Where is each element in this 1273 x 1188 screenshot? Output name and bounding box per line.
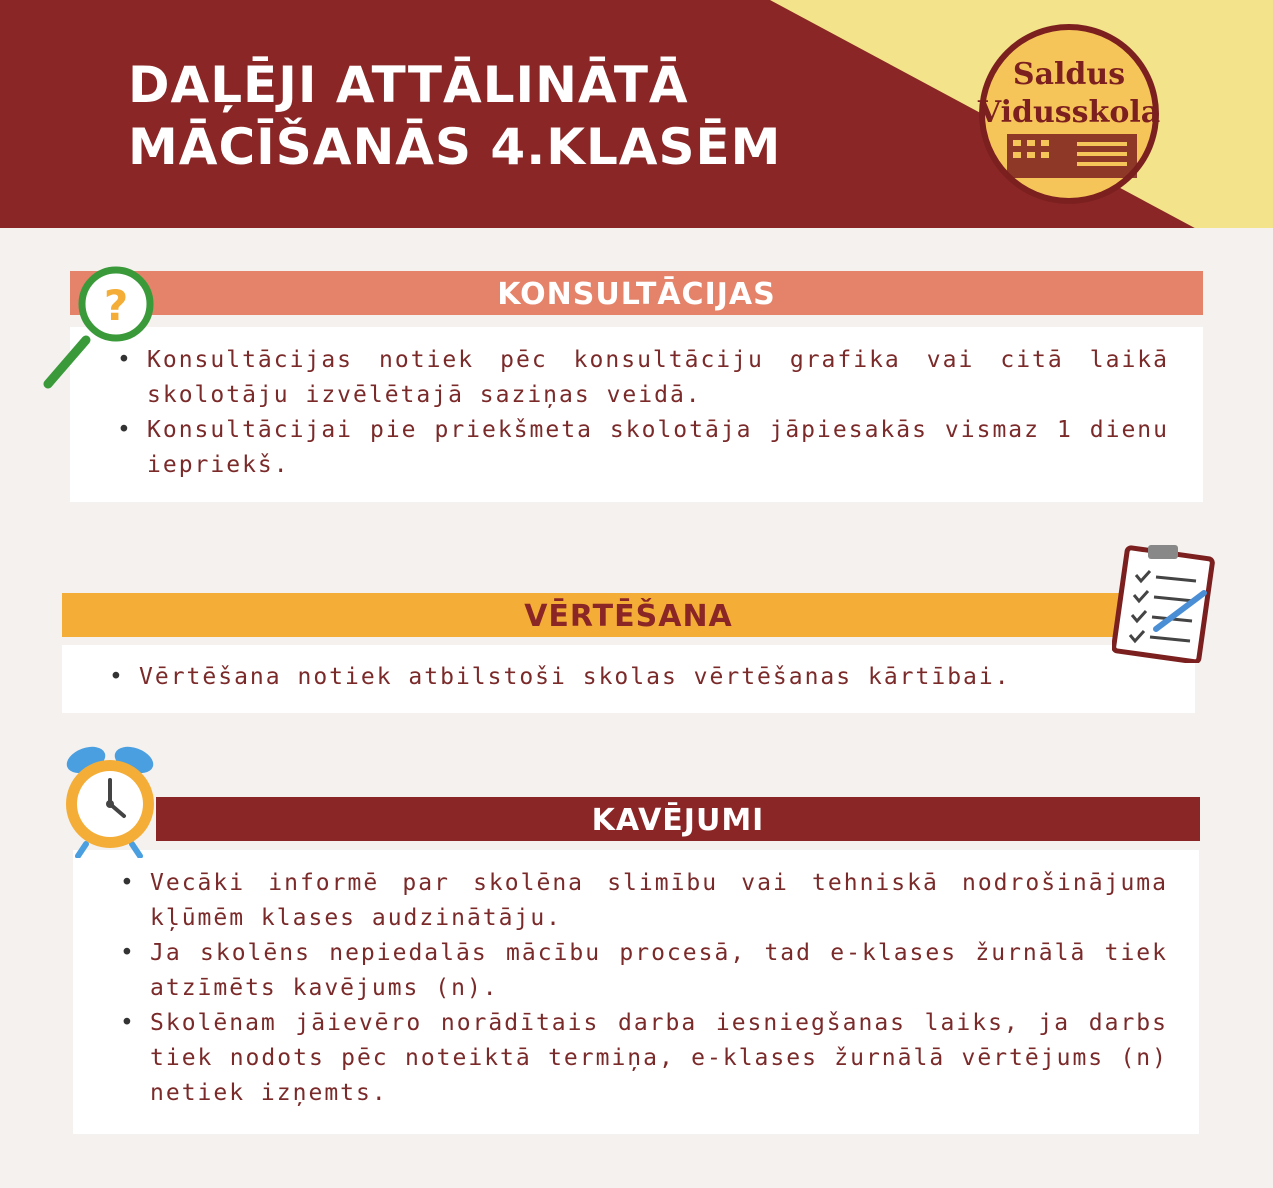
assessment-list — [139, 660, 1161, 695]
list-item: • Konsultācijai pie priekšmeta skolotāja jāpiesakās vismaz 1 dienu iepriekš. — [147, 413, 1169, 483]
list-item: • Vērtēšana notiek atbilstoši skolas vērtēšanas kārtībai. — [139, 660, 1161, 695]
absences-header: KAVĒJUMI — [156, 797, 1200, 841]
absences-list — [150, 866, 1168, 1111]
list-item: • Konsultācijas notiek pēc konsultāciju grafika vai citā laikā skolotāju izvēlētajā saziņas veidā. — [147, 343, 1169, 413]
consultations-list — [147, 343, 1169, 483]
list-item: • Skolēnam jāievēro norādītais darba iesniegšanas laiks, ja darbs tiek nodots pēc noteiktā termiņa, e-klases žurnālā vērtējums (n) netiek izņemts. — [150, 1006, 1168, 1111]
alarm-clock-icon — [52, 740, 164, 858]
logo-line-2: Vidusskola — [977, 95, 1161, 130]
svg-text:?: ? — [103, 281, 129, 330]
magnifier-question-icon — [38, 262, 160, 392]
list-item: • Ja skolēns nepiedalās mācību procesā, tad e-klases žurnālā tiek atzīmēts kavējums (n). — [150, 936, 1168, 1006]
page-title — [128, 54, 781, 178]
school-logo — [977, 22, 1161, 206]
list-item: • Vecāki informē par skolēna slimību vai tehniskā nodrošinājuma kļūmēm klases audzinātāju. — [150, 866, 1168, 936]
title-line-2: MĀCĪŠANĀS 4.KLASĒM — [128, 118, 782, 176]
building-icon — [1007, 134, 1137, 178]
logo-line-1: Saldus — [1012, 57, 1126, 92]
title-line-1: DAĻĒJI ATTĀLINĀTĀ — [128, 56, 689, 114]
assessment-header: VĒRTĒŠANA — [62, 593, 1195, 637]
consultations-header: KONSULTĀCIJAS — [70, 271, 1203, 315]
clipboard-checklist-icon — [1112, 543, 1216, 663]
